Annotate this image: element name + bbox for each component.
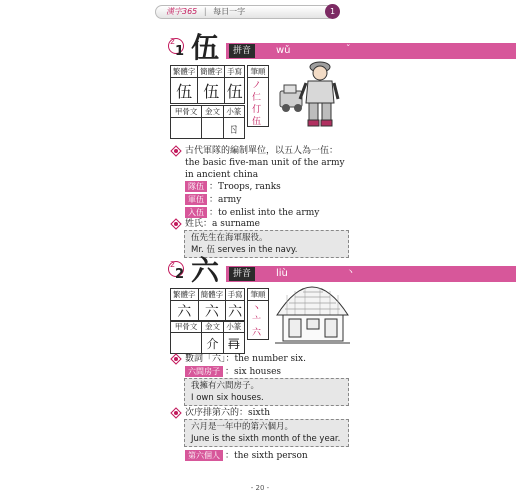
page-number: - 20 -	[250, 484, 270, 492]
compound-row: 六間房子 ：six houses	[185, 366, 281, 378]
ancient-script-table	[170, 320, 245, 354]
compound-row: 入伍 ：to enlist into the army	[185, 207, 319, 219]
pinyin-label: 拼音	[229, 44, 255, 58]
ancient-script-table	[170, 105, 245, 139]
stroke-sequence: ノ 仁 仃 伍	[252, 81, 262, 127]
entry-header	[168, 254, 518, 287]
pinyin-text: wǔ	[276, 45, 291, 56]
example-box: 伍先生在海軍服役。 Mr. 伍 serves in the navy.	[184, 230, 349, 258]
ancient-cell: ㄖ	[223, 118, 244, 139]
meaning-row: 數詞「六」：the number six.	[185, 354, 306, 364]
meaning-bullet-icon	[170, 218, 182, 230]
table-header: 簡體字	[198, 66, 225, 78]
form-cell: 伍	[171, 78, 198, 104]
form-cell: 六	[226, 301, 245, 322]
stroke-order-box	[247, 65, 269, 127]
table-header: 金文	[202, 321, 223, 333]
entry-number-badge: 2 1	[170, 37, 185, 59]
pinyin-bar	[226, 43, 516, 59]
table-header: 簡體字	[198, 289, 226, 301]
stroke-order-box	[247, 288, 269, 340]
ancient-cell	[202, 118, 223, 139]
meaning-bullet-icon	[170, 353, 182, 365]
pinyin-text: liù	[276, 268, 288, 279]
forms-table	[170, 65, 245, 104]
form-cell: 六	[198, 301, 226, 322]
ancient-cell	[171, 333, 202, 354]
compound-row: 軍伍 ：army	[185, 194, 241, 206]
meaning-translation: the basic five-man unit of the army in ancient china	[185, 158, 345, 180]
stroke-sequence: 丶 亠 六	[252, 304, 262, 338]
compound-row: 第六個人 ：the sixth person	[185, 450, 308, 462]
form-cell: 伍	[198, 78, 225, 104]
page-header: 漢字365 | 每日一字 1	[155, 5, 335, 19]
soldier-illustration	[278, 57, 348, 129]
ancient-cell	[171, 118, 202, 139]
pinyin-label: 拼音	[229, 267, 255, 281]
header-title: 每日一字	[213, 7, 246, 16]
stroke-header: 筆順	[248, 66, 268, 78]
tone-mark: 丶	[346, 268, 356, 278]
table-header: 甲骨文	[171, 106, 202, 118]
meaning-row: 姓氏：a surname	[185, 219, 260, 229]
entry-number-badge: 2 2	[170, 260, 185, 282]
example-box: 我擁有六間房子。 I own six houses.	[184, 378, 349, 406]
stroke-header: 筆順	[248, 289, 268, 301]
ancient-cell: 介	[202, 333, 223, 354]
form-cell: 伍	[225, 78, 245, 104]
entry-character: 伍	[191, 31, 220, 64]
compound-row: 隊伍 ：Troops, ranks	[185, 181, 281, 193]
meaning-text: 古代軍隊的編制單位，以五人為一伍：	[185, 146, 339, 156]
table-header: 金文	[202, 106, 223, 118]
forms-table	[170, 288, 245, 322]
pinyin-bar	[226, 266, 516, 282]
meaning-bullet-icon	[170, 407, 182, 419]
table-header: 小篆	[223, 321, 244, 333]
meaning-bullet-icon	[170, 145, 182, 157]
table-header: 小篆	[223, 106, 244, 118]
table-header: 繁體字	[171, 289, 199, 301]
ancient-cell: 𠕅	[223, 333, 244, 354]
table-header: 繁體字	[171, 66, 198, 78]
volume-badge: 1	[325, 4, 340, 19]
table-header: 手寫	[227, 290, 243, 299]
house-illustration	[275, 285, 350, 345]
header-brand: 漢字365	[166, 7, 198, 16]
form-cell: 六	[171, 301, 199, 322]
entry-character: 六	[191, 254, 220, 287]
tone-mark: ˇ	[346, 45, 351, 55]
table-header: 手寫	[225, 66, 245, 78]
example-box: 六月是一年中的第六個月。 June is the sixth month of the year.	[184, 419, 349, 447]
table-header: 甲骨文	[171, 321, 202, 333]
meaning-row: 次序排第六的：sixth	[185, 408, 271, 418]
